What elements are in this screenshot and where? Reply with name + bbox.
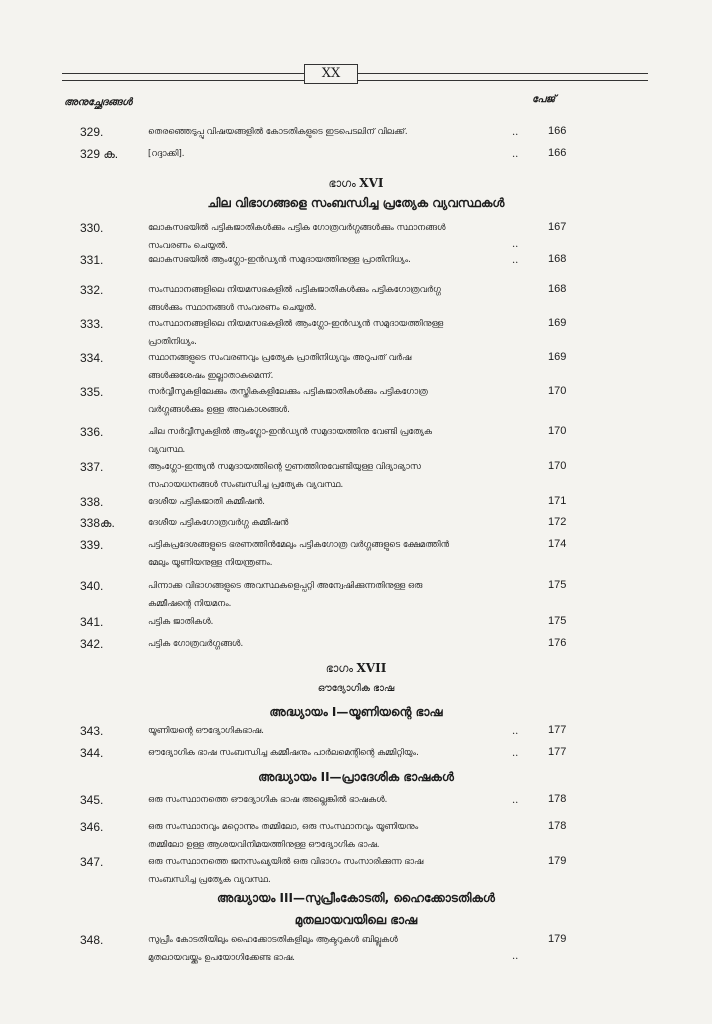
article-title-line: സംബന്ധിച്ച പ്രത്യേക വ്യവസ്ഥ.: [148, 875, 271, 885]
article-title: [148, 251, 498, 269]
header-page: പേജ്: [532, 94, 556, 105]
article-number: 329 ക.: [80, 147, 119, 161]
article-title-line: ലോകസഭയിൽ പട്ടികജാതികൾക്കും പട്ടിക ഗോത്രവർഗ്ഗങ്ങൾക്കും സ്ഥാനങ്ങൾ: [148, 223, 446, 233]
article-number: 338ക.: [80, 516, 115, 530]
page-ref: 177: [548, 724, 567, 736]
leader-dots: ..: [512, 127, 519, 138]
header-articles: അനുച്ഛേദങ്ങൾ: [64, 97, 133, 108]
page-ref: 179: [548, 933, 567, 945]
article-title-line: ലോകസഭയിൽ ആംഗ്ലോ-ഇൻഡ്യൻ സമുദായത്തിനുള്ള പ്രാതിനിധ്യം.: [148, 255, 411, 265]
article-title: [148, 722, 498, 740]
article-title-line: ങ്ങൾക്കുശേഷം ഇല്ലാതാകുമെന്ന്.: [148, 371, 274, 381]
leader-dots: ..: [512, 726, 519, 737]
article-title: [148, 931, 498, 967]
article-title: [148, 458, 498, 494]
article-title: [148, 315, 498, 351]
article-title: [148, 281, 498, 317]
article-title-line: പ്രാതിനിധ്യം.: [148, 337, 197, 347]
page-ref: 167: [548, 221, 567, 233]
article-number: 331.: [80, 253, 104, 267]
article-number: 329.: [80, 125, 104, 139]
article-number: 332.: [80, 283, 104, 297]
leader-dots: ..: [512, 149, 519, 160]
article-number: 343.: [80, 724, 104, 738]
page-ref: 177: [548, 746, 567, 758]
article-title-line: ങ്ങൾക്കും സ്ഥാനങ്ങൾ സംവരണം ചെയ്യൽ.: [148, 303, 317, 313]
article-title: [148, 219, 498, 255]
article-title: [148, 423, 498, 459]
article-number: 339.: [80, 538, 104, 552]
article-number: 338.: [80, 495, 104, 509]
article-title-line: മേലും യൂണിയനുള്ള നിയന്ത്രണം.: [148, 558, 273, 568]
article-number: 340.: [80, 579, 104, 593]
section-heading: അദ്ധ്യായം I—യൂണിയന്റെ ഭാഷ: [269, 705, 443, 719]
article-number: 341.: [80, 615, 104, 629]
article-title-line: ഒരു സംസ്ഥാനത്തെ ഔദ്യോഗിക ഭാഷ അല്ലെങ്കിൽ ഭാഷകൾ.: [148, 795, 388, 805]
article-title-line: വർഗ്ഗങ്ങൾക്കും ഉള്ള അവകാശങ്ങൾ.: [148, 405, 290, 415]
section-heading: അദ്ധ്യായം III—സുപ്രീംകോടതി, ഹൈക്കോടതികൾ: [217, 891, 495, 905]
article-title-line: ആംഗ്ലോ-ഇന്ത്യൻ സമുദായത്തിന്റെ ഗുണത്തിനുവേണ്ടിയുള്ള വിദ്യാഭ്യാസ: [148, 462, 421, 472]
article-title-line: ചില സർവ്വീസുകളിൽ ആംഗ്ലോ-ഇൻഡ്യൻ സമുദായത്തിനു വേണ്ടി പ്രത്യേക: [148, 427, 432, 437]
article-title-line: വ്യവസ്ഥ.: [148, 445, 186, 455]
part-heading: [0, 176, 712, 191]
article-title-line: [റദ്ദാക്കി].: [148, 149, 185, 159]
article-number: 337.: [80, 460, 104, 474]
section-subtitle: ഔദ്യോഗിക ഭാഷ: [317, 683, 395, 694]
article-title-line: സംവരണം ചെയ്യൽ.: [148, 241, 228, 251]
article-title: [148, 577, 498, 613]
article-number: 330.: [80, 221, 104, 235]
article-title-line: ദേശീയ പട്ടികജാതി കമ്മീഷൻ.: [148, 497, 265, 507]
article-title-line: ഔദ്യോഗിക ഭാഷ സംബന്ധിച്ച കമ്മീഷനും പാർലമെന്റിന്റെ കമ്മിറ്റിയും.: [148, 748, 419, 758]
leader-dots: ..: [512, 795, 519, 806]
article-number: 342.: [80, 637, 104, 651]
article-number: 347.: [80, 855, 104, 869]
article-number: 348.: [80, 933, 104, 947]
article-title-line: സുപ്രീം കോടതിയിലും ഹൈക്കോടതികളിലും ആക്ടറുകൾ ബില്ലുകൾ: [148, 935, 398, 945]
page-ref: 178: [548, 793, 567, 805]
article-title: [148, 493, 498, 511]
page-ref: 175: [548, 615, 567, 627]
page-ref: 178: [548, 820, 567, 832]
article-number: 335.: [80, 385, 104, 399]
article-title-line: സർവ്വീസുകളിലേക്കും തസ്തികകളിലേക്കും പട്ടികജാതികൾക്കും പട്ടികഗോത്ര: [148, 387, 428, 397]
page-ref: 168: [548, 283, 567, 295]
part-heading: [0, 661, 712, 676]
article-title-line: പിന്നാക്ക വിഭാഗങ്ങളുടെ അവസ്ഥകളെപ്പറ്റി അന്വേഷിക്കുന്നതിനുള്ള ഒരു: [148, 581, 423, 591]
article-title: [148, 123, 498, 141]
article-title-line: ഒരു സംസ്ഥാനവും മറ്റൊന്നും തമ്മിലോ, ഒരു സംസ്ഥാനവും യൂണിയനും: [148, 822, 419, 832]
article-title-line: പട്ടികപ്രദേശങ്ങളുടെ ഭരണത്തിൻമേലും പട്ടികഗോത്ര വർഗ്ഗങ്ങളുടെ ക്ഷേമത്തിൻ: [148, 540, 450, 550]
part-label: ഭാഗം: [328, 177, 360, 190]
article-title: [148, 536, 498, 572]
page-ref: 170: [548, 460, 567, 472]
article-title-line: ഒരു സംസ്ഥാനത്തെ ജനസംഖ്യയിൽ ഒരു വിഭാഗം സംസാരിക്കുന്ന ഭാഷ: [148, 857, 424, 867]
article-title: [148, 791, 498, 809]
page-ref: 172: [548, 516, 567, 528]
page-ref: 166: [548, 147, 567, 159]
leader-dots: ..: [512, 748, 519, 759]
article-title: [148, 613, 498, 631]
part-roman: XVI: [359, 176, 384, 190]
article-title-line: സംസ്ഥാനങ്ങളിലെ നിയമസഭകളിൽ പട്ടികജാതികൾക്കും പട്ടികഗോത്രവർഗ്ഗ: [148, 285, 441, 295]
page-ref: 174: [548, 538, 567, 550]
page-ref: 170: [548, 425, 567, 437]
page-ref: 170: [548, 385, 567, 397]
page-number: XX: [304, 64, 358, 84]
page-ref: 168: [548, 253, 567, 265]
article-title: [148, 853, 498, 889]
page-ref: 175: [548, 579, 567, 591]
leader-dots: ..: [512, 255, 519, 266]
section-heading: മുതലായവയിലെ ഭാഷ: [294, 913, 418, 927]
article-title: [148, 145, 498, 163]
article-number: 344.: [80, 746, 104, 760]
article-title: [148, 744, 498, 762]
page-ref: 171: [548, 495, 567, 507]
article-title-line: തമ്മിലോ ഉള്ള ആശയവിനിമയത്തിനുള്ള ഔദ്യോഗിക ഭാഷ.: [148, 840, 380, 850]
leader-dots: ..: [512, 951, 519, 962]
section-heading: അദ്ധ്യായം II—പ്രാദേശിക ഭാഷകൾ: [258, 770, 454, 784]
article-title-line: സഹായധനങ്ങൾ സംബന്ധിച്ച പ്രത്യേക വ്യവസ്ഥ.: [148, 480, 344, 490]
part-label: ഭാഗം: [325, 662, 357, 675]
article-number: 346.: [80, 820, 104, 834]
article-number: 333.: [80, 317, 104, 331]
article-title-line: മുതലായവയ്ക്കും ഉപയോഗിക്കേണ്ട ഭാഷ.: [148, 953, 295, 963]
part-roman: XVII: [356, 661, 387, 675]
article-title-line: സംസ്ഥാനങ്ങളിലെ നിയമസഭകളിൽ ആംഗ്ലോ-ഇൻഡ്യൻ സമുദായത്തിനുള്ള: [148, 319, 444, 329]
article-title-line: പട്ടിക ജാതികൾ.: [148, 617, 214, 627]
article-title: [148, 349, 498, 385]
section-heading: ചില വിഭാഗങ്ങളെ സംബന്ധിച്ച പ്രത്യേക വ്യവസ്ഥകൾ: [207, 196, 505, 210]
page-ref: 166: [548, 125, 567, 137]
article-number: 345.: [80, 793, 104, 807]
article-title-line: തെരഞ്ഞെടുപ്പു വിഷയങ്ങളിൽ കോടതികളുടെ ഇടപെടലിന് വിലക്ക്.: [148, 127, 408, 137]
page-ref: 176: [548, 637, 567, 649]
article-title-line: പട്ടിക ഗോത്രവർഗ്ഗങ്ങൾ.: [148, 639, 244, 649]
article-title-line: ദേശീയ പട്ടികഗോത്രവർഗ്ഗ കമ്മീഷൻ: [148, 518, 289, 528]
page-ref: 179: [548, 855, 567, 867]
article-title: [148, 635, 498, 653]
article-title: [148, 818, 498, 854]
article-title-line: സ്ഥാനങ്ങളുടെ സംവരണവും പ്രത്യേക പ്രാതിനിധ്യവും അറുപത് വർഷ: [148, 353, 412, 363]
page-ref: 169: [548, 317, 567, 329]
article-number: 336.: [80, 425, 104, 439]
article-title: [148, 514, 498, 532]
article-title-line: കമ്മീഷന്റെ നിയമനം.: [148, 599, 232, 609]
article-number: 334.: [80, 351, 104, 365]
article-title-line: യൂണിയന്റെ ഔദ്യോഗികഭാഷ.: [148, 726, 264, 736]
page-ref: 169: [548, 351, 567, 363]
article-title: [148, 383, 498, 419]
leader-dots: ..: [512, 239, 519, 250]
